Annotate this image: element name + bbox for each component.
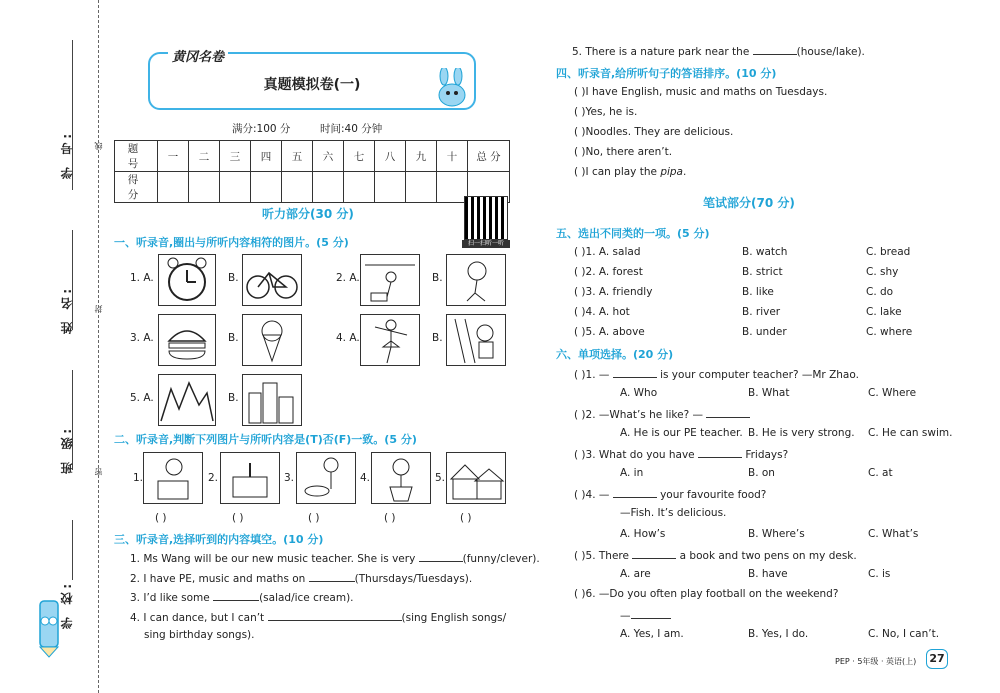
s2-num-2: 2. [208,472,219,484]
flower-pot-picture[interactable] [371,452,431,504]
s3-q2-options: (Thursdays/Tuesdays). [354,573,473,585]
s1-item-5-b: B. [228,392,239,404]
s5-row-1-c: C. bread [866,246,911,258]
page-number: 27 [926,649,948,669]
score-cell[interactable] [158,172,189,203]
score-cell[interactable] [375,172,406,203]
section-2-title: 二、听录音,判断下列图片与所听内容是(T)否(F)一致。(5 分) [114,433,417,446]
score-table-row-headers [115,141,510,172]
s1-item-2-b: B. [432,272,443,284]
s2-num-4: 4. [360,472,371,484]
full-score: 满分:100 分 [232,123,291,135]
answer-paren[interactable]: ( ) [460,512,472,524]
student-number-label: 学 号: [60,130,74,179]
s6-q1-c: C. Where [868,387,917,399]
girl-dancing-picture[interactable] [360,314,420,366]
s6-question-4 [574,487,766,501]
s3-q1-text: 1. Ms Wang will be our new music teacher. She is very [130,553,416,565]
answer-blank[interactable] [631,608,671,619]
score-cell[interactable] [189,172,220,203]
girl-washing-clothes-picture[interactable] [360,254,420,306]
s6-q1-a: A. Who [620,387,658,399]
s6-question-2 [574,407,750,421]
s5-row-2-b: B. strict [742,266,783,278]
s5-row-5-b: B. under [742,326,787,338]
seal-word-secret: 密 [94,468,103,476]
pencil-mascot-icon [32,595,66,659]
section-4-title: 四、听录音,给所听句子的答语排序。(10 分) [556,67,777,80]
s1-item-3-b: B. [228,332,239,344]
table-cell: 三 [220,141,251,172]
s6-q6-a: A. Yes, I am. [620,628,684,640]
s4-item-5-text: ( )I can play the [574,166,657,178]
s1-item-1-label: 1. A. [130,272,154,284]
s2-num-5: 5. [435,472,446,484]
s6-q4-pre: ( )4. — [574,489,610,501]
school-line [72,520,73,580]
s4-item-2: ( )Yes, he is. [574,106,638,118]
s3-question-3 [130,590,354,604]
s1-item-2-label: 2. A. [336,272,360,284]
s6-q5-c: C. is [868,568,891,580]
s4-item-3: ( )Noodles. They are delicious. [574,126,734,138]
answer-blank[interactable] [268,610,402,621]
s3-question-4 [130,610,506,624]
girl-running-picture[interactable] [446,254,506,306]
exam-time: 时间:40 分钟 [320,123,383,135]
section-1-title: 一、听录音,圈出与所听内容相符的图片。(5 分) [114,236,349,249]
s5-row-3-c: C. do [866,286,894,298]
table-cell: 总 分 [468,141,510,172]
s4-item-1: ( )I have English, music and maths on Tuesdays. [574,86,828,98]
bicycle-picture[interactable] [242,254,302,306]
answer-paren[interactable]: ( ) [155,512,167,524]
s6-question-6: ( )6. —Do you often play football on the weekend? [574,588,839,600]
s6-q6-b: B. Yes, I do. [748,628,809,640]
hamburger-picture[interactable] [158,314,216,366]
s6-q4-a: A. How’s [620,528,666,540]
boy-on-ladder-picture[interactable] [446,314,506,366]
s1-item-4-label: 4. A. [336,332,360,344]
score-cell[interactable] [344,172,375,203]
answer-blank[interactable] [753,44,797,55]
s4-item-4: ( )No, there aren’t. [574,146,673,158]
s6-q4-c: C. What’s [868,528,919,540]
s6-q4-answer: —Fish. It’s delicious. [620,507,727,519]
table-cell: 八 [375,141,406,172]
qr-caption: 扫一扫听一听 [462,240,510,248]
s5-row-2: ( )2. A. forest [574,266,643,278]
s6-question-5 [574,548,857,562]
boy-reading-picture[interactable] [143,452,203,504]
exam-title: 真题模拟卷(一) [263,77,361,93]
score-cell[interactable] [313,172,344,203]
seal-word-line: 线 [94,142,103,150]
girl-cooking-picture[interactable] [296,452,356,504]
table-cell: 二 [189,141,220,172]
score-cell[interactable] [406,172,437,203]
s6-q3-b: B. on [748,467,775,479]
s6-q1-b: B. What [748,387,790,399]
s6-q3-a: A. in [620,467,644,479]
s5-row-4: ( )4. A. hot [574,306,630,318]
student-name-label: 姓 名: [60,285,74,334]
score-cell[interactable] [251,172,282,203]
table-cell: 七 [344,141,375,172]
answer-blank[interactable] [419,551,463,562]
answer-blank[interactable] [613,487,657,498]
s6-q5-pre: ( )5. There [574,550,629,562]
answer-blank[interactable] [309,571,355,582]
s3-q5-options: (house/lake). [796,46,865,58]
s3-q3-text: 3. I’d like some [130,592,210,604]
score-cell[interactable] [437,172,468,203]
s3-q4-options-cont: sing birthday songs). [144,629,255,641]
s3-q5-text: 5. There is a nature park near the [572,46,750,58]
village-houses-picture[interactable] [446,452,506,504]
s6-q3-post: Fridays? [745,449,789,461]
s6-q5-post: a book and two pens on my desk. [679,550,857,562]
answer-blank[interactable] [613,367,657,378]
s2-num-1: 1. [133,472,144,484]
s5-row-5: ( )5. A. above [574,326,645,338]
s5-row-4-c: C. lake [866,306,902,318]
table-cell: 得 分 [115,172,158,203]
s1-item-5-label: 5. A. [130,392,154,404]
answer-paren[interactable]: ( ) [308,512,320,524]
s1-item-4-b: B. [432,332,443,344]
score-table [114,140,510,203]
s4-item-5 [574,166,686,178]
binding-margin [0,0,110,693]
s3-q3-options: (salad/ice cream). [259,592,354,604]
answer-blank[interactable] [706,407,750,418]
answer-blank[interactable] [632,548,676,559]
alarm-clock-picture[interactable] [158,254,216,306]
s3-question-5 [572,44,865,58]
s6-q2-c: C. He can swim. [868,427,953,439]
s3-q1-options: (funny/clever). [462,553,540,565]
table-cell: 五 [282,141,313,172]
s4-item-5-pipa: pipa [660,166,683,178]
s6-q4-post: your favourite food? [660,489,767,501]
s5-row-1: ( )1. A. salad [574,246,641,258]
s3-question-1 [130,551,540,565]
footer-course: PEP · 5年级 · 英语(上) [835,657,917,666]
table-cell: 六 [313,141,344,172]
brand-logo: 黄冈名卷 [168,46,228,65]
s3-question-2 [130,571,472,585]
listening-section-title: 听力部分(30 分) [262,207,354,221]
s3-q2-text: 2. I have PE, music and maths on [130,573,306,585]
table-cell: 题 号 [115,141,158,172]
s6-q2-pre: ( )2. —What’s he like? — [574,409,703,421]
s5-row-3: ( )3. A. friendly [574,286,653,298]
answer-blank[interactable] [213,590,259,601]
s5-row-1-b: B. watch [742,246,788,258]
score-table-row-scores [115,172,510,203]
answer-blank[interactable] [698,447,742,458]
score-cell[interactable] [282,172,313,203]
s6-q6-c: C. No, I can’t. [868,628,940,640]
s6-q2-b: B. He is very strong. [748,427,855,439]
s6-q6-answer [620,608,671,622]
rabbit-mascot-icon [430,68,472,108]
s2-num-3: 3. [284,472,295,484]
written-section-title: 笔试部分(70 分) [703,196,795,210]
s6-q5-a: A. are [620,568,651,580]
s5-row-3-b: B. like [742,286,774,298]
s5-row-5-c: C. where [866,326,913,338]
s6-q1-post: is your computer teacher? —Mr Zhao. [660,369,859,381]
section-5-title: 五、选出不同类的一项。(5 分) [556,227,710,240]
s3-q4-text: 4. I can dance, but I can’t [130,612,265,624]
section-6-title: 六、单项选择。(20 分) [556,348,674,361]
table-cell: 九 [406,141,437,172]
birthday-cake-picture[interactable] [220,452,280,504]
seal-word-seal: 封 [94,305,103,313]
cut-line [98,0,99,693]
s4-item-5-period: . [683,166,687,178]
s6-q3-c: C. at [868,467,893,479]
ice-cream-picture[interactable] [242,314,302,366]
s6-q4-b: B. Where’s [748,528,805,540]
s5-row-2-c: C. shy [866,266,899,278]
s6-q1-pre: ( )1. — [574,369,610,381]
s1-item-3-label: 3. A. [130,332,154,344]
s6-q3-pre: ( )3. What do you have [574,449,695,461]
answer-paren[interactable]: ( ) [384,512,396,524]
mountains-picture[interactable] [158,374,216,426]
s1-item-1-b: B. [228,272,239,284]
s6-q5-b: B. have [748,568,788,580]
s5-row-4-b: B. river [742,306,781,318]
table-cell: 四 [251,141,282,172]
s6-q6-dash: — [620,610,631,622]
qr-code-icon[interactable] [464,196,508,240]
table-cell: 十 [437,141,468,172]
s6-q2-a: A. He is our PE teacher. [620,427,743,439]
class-label: 班 级: [60,425,74,474]
table-cell: 一 [158,141,189,172]
answer-paren[interactable]: ( ) [232,512,244,524]
city-buildings-picture[interactable] [242,374,302,426]
s6-question-3 [574,447,788,461]
s3-q4-options: (sing English songs/ [401,612,507,624]
section-3-title: 三、听录音,选择听到的内容填空。(10 分) [114,533,324,546]
score-cell[interactable] [220,172,251,203]
s6-question-1 [574,367,859,381]
school-label: 学 校: [60,580,74,629]
